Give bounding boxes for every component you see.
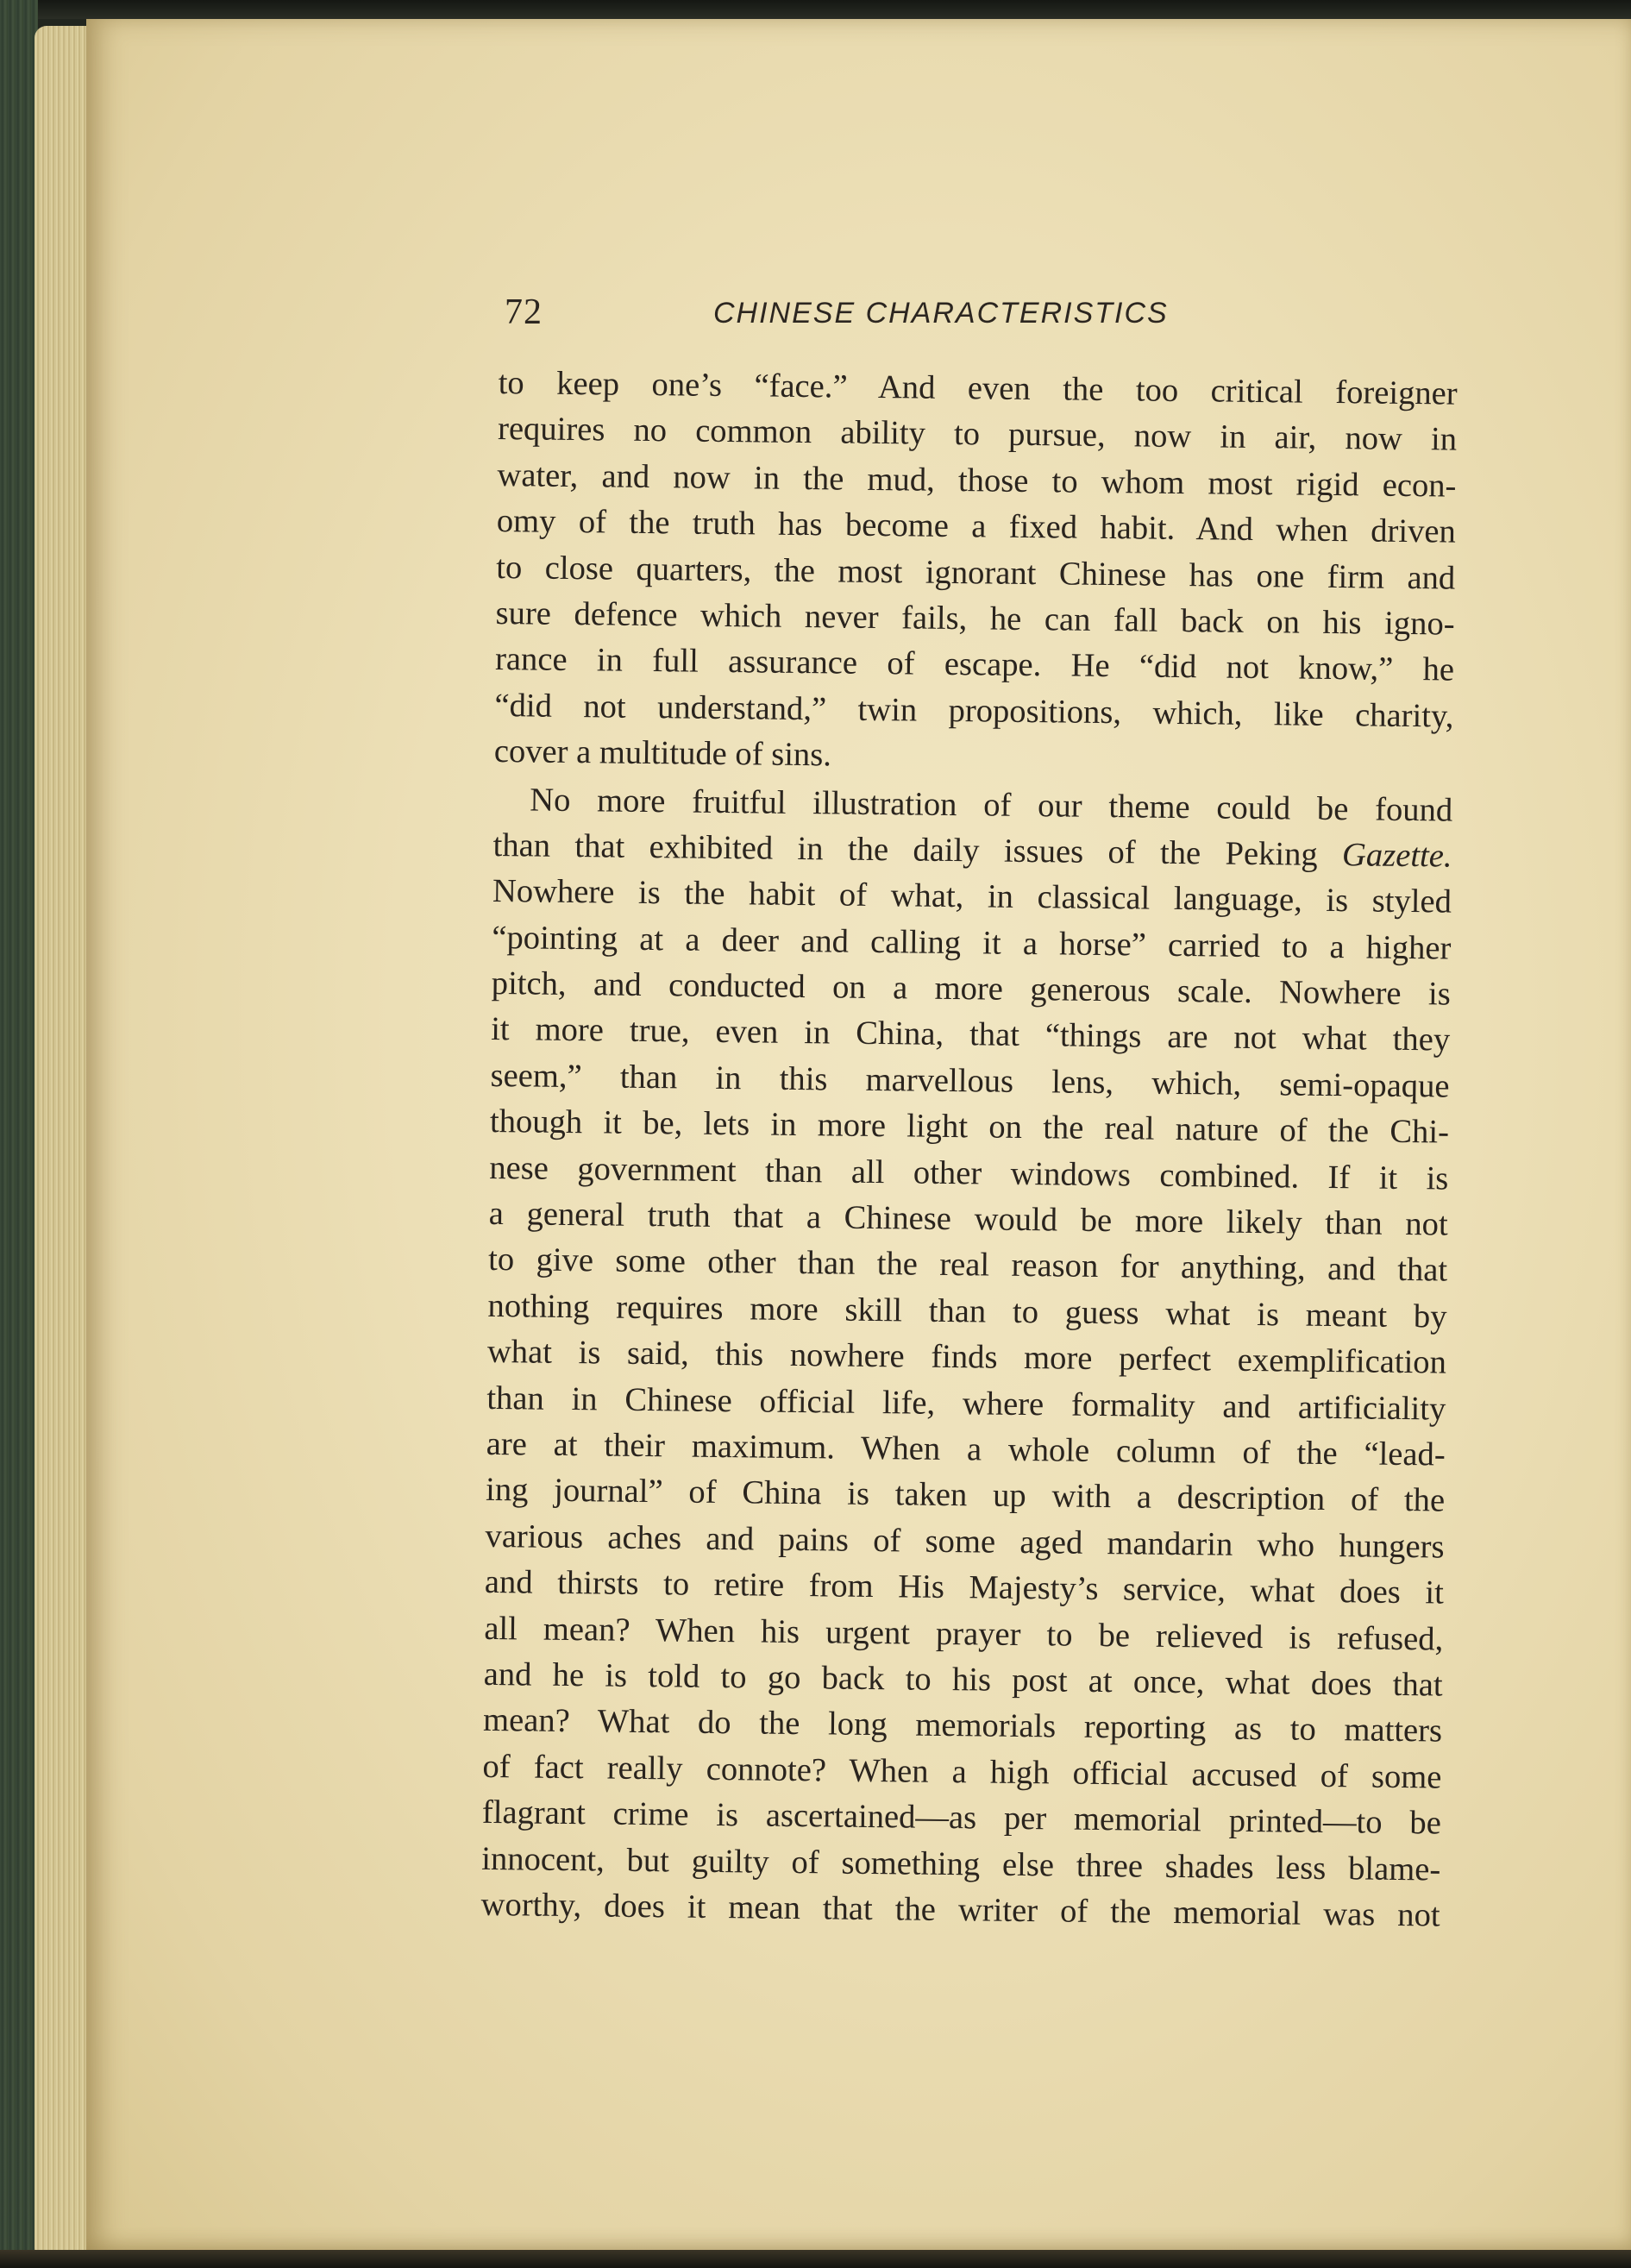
text-line: omy of the truth has become a fixed habit. And when driven <box>496 503 1457 550</box>
bottom-edge <box>0 2250 1631 2268</box>
text-line: various aches and pains of some aged mandarin who hungers <box>485 1517 1445 1566</box>
text-line: are at their maximum. When a whole column of the “lead- <box>486 1425 1446 1473</box>
text-line: though it be, lets in more light on the real nature of the Chi- <box>489 1103 1450 1151</box>
text-line: and he is told to go back to his post at once, what does that <box>483 1655 1443 1704</box>
text-line: ing journal” of China is taken up with a description of the <box>485 1472 1446 1519</box>
text-line: flagrant crime is ascertained—as per memorial printed—to be <box>481 1794 1442 1842</box>
page-number: 72 <box>505 292 543 332</box>
text-line: seem,” than in this marvellous lens, which, semi-opaque <box>490 1057 1450 1105</box>
text-line-gazette: than that exhibited in the daily issues of the Peking Gazette. <box>492 826 1452 875</box>
text-line: all mean? When his urgent prayer to be relieved is refused, <box>484 1610 1444 1658</box>
text-line: Nowhere is the habit of what, in classical language, is styled <box>492 873 1452 920</box>
running-title: CHINESE CHARACTERISTICS <box>713 297 1169 330</box>
text-line: a general truth that a Chinese would be more likely than not <box>488 1195 1448 1243</box>
text-line: it more true, even in China, that “things are not what they <box>490 1011 1451 1059</box>
text-line: innocent, but guilty of something else three shades less blame- <box>481 1840 1441 1888</box>
running-head <box>505 285 1453 345</box>
paragraph-first-line: No more fruitful illustration of our theme could be found <box>529 781 1453 829</box>
body-text <box>480 361 1458 1939</box>
text-line: to close quarters, the most ignorant Chinese has one firm and <box>496 549 1456 597</box>
text-line: and thirsts to retire from His Majesty’s service, what does it <box>484 1564 1445 1611</box>
text-line: to give some other than the real reason for anything, and that <box>487 1241 1448 1289</box>
italic-title: Gazette. <box>1341 837 1452 875</box>
top-edge <box>0 0 1631 19</box>
text-line: “did not understand,” twin propositions, which, like charity, <box>494 687 1454 735</box>
text-line: nothing requires more skill than to guess what is meant by <box>487 1287 1447 1335</box>
text-line: of fact really connote? When a high official accused of some <box>482 1748 1442 1796</box>
book-binding <box>0 0 38 2268</box>
text-line: rance in full assurance of escape. He “did not know,” he <box>494 641 1455 688</box>
text-line: what is said, this nowhere finds more perfect exemplification <box>486 1334 1447 1381</box>
text-line: mean? What do the long memorials reporting as to matters <box>482 1702 1443 1750</box>
text-line: pitch, and conducted on a more generous scale. Nowhere is <box>491 965 1451 1013</box>
text-line: water, and now in the mud, those to whom most rigid econ- <box>497 456 1457 505</box>
text-line: than in Chinese official life, where formality and artificiality <box>486 1379 1446 1428</box>
text-line: nese government than all other windows combined. If it is <box>489 1149 1449 1197</box>
text-line: sure defence which never fails, he can fall back on his igno- <box>495 594 1455 643</box>
text-line: to keep one’s “face.” And even the too critical foreigner <box>498 364 1458 412</box>
text-line: cover a multitude of sins. <box>493 733 832 774</box>
text-line: “pointing at a deer and calling it a horse” carried to a higher <box>492 919 1452 967</box>
text-line: worthy, does it mean that the writer of the memorial was not <box>480 1886 1440 1934</box>
text-line: requires no common ability to pursue, now in air, now in <box>497 411 1458 458</box>
